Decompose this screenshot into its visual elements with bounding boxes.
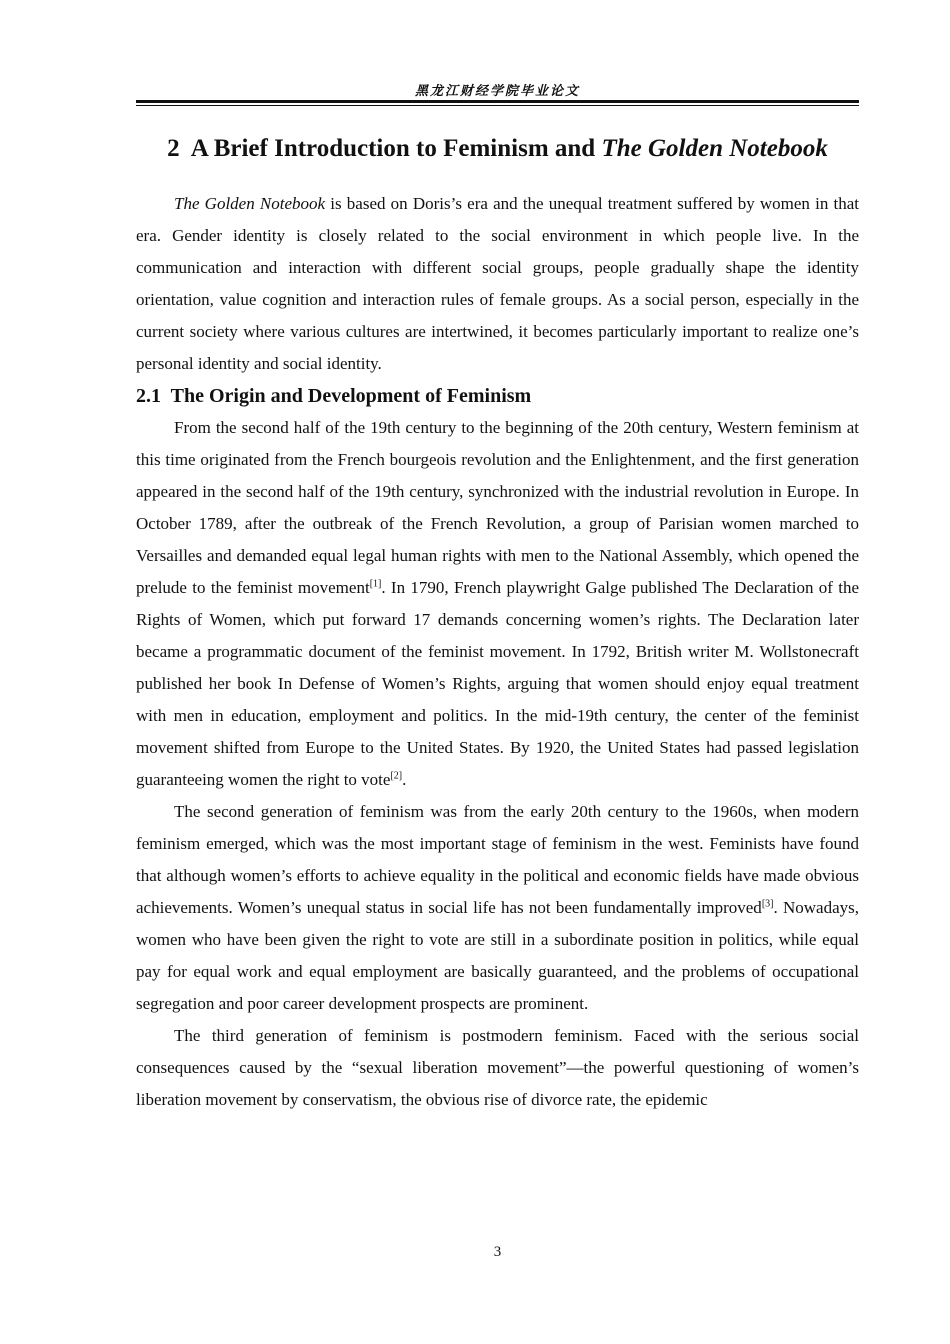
p2-text-b: . Nowadays, women who have been given the right to vote are still in a subordinate position in politics, while equal pay for equal work and equal employment are basically guaranteed, and the problems of occupational segregation and poor career development prospects are prominent. [136,898,859,1013]
citation-1: [1] [369,578,382,590]
section-title-text: The Origin and Development of Feminism [170,385,532,407]
page-number: 3 [493,1244,502,1260]
p2-text-a: The second generation of feminism was from the early 20th century to the 1960s, when modern feminism emerged, which was the most important stage of feminism in the west. Feminists have found that although women’s efforts to achieve equality in the political and economic fields have made obvious achievements. Women’s unequal status in social life has not been fundamentally improved [136,802,859,917]
intro-paragraph [136,188,859,380]
intro-book-title: The Golden Notebook [174,194,326,213]
p1-text-c: . [402,770,407,789]
running-header: 黑龙江财经学院毕业论文 [414,84,580,99]
paragraph-third-generation [136,1020,859,1116]
paragraph-first-generation [136,412,859,796]
header-rule-thin [136,105,859,106]
intro-text: is based on Doris’s era and the unequal treatment suffered by women in that era. Gender identity is closely related to the social environment in which people live. In the communication and interaction with different social groups, people gradually shape the identity orientation, value cognition and interaction rules of female groups. As a social person, especially in the current society where various cultures are intertwined, it becomes particularly important to realize one’s personal identity and social identity. [136,194,860,373]
section-number: 2.1 [136,385,161,407]
section-title [136,380,859,412]
p1-text-b: . In 1790, French playwright Galge published The Declaration of the Rights of Women, which put forward 17 demands concerning women’s rights. The Declaration later became a programmatic document of the feminist movement. In 1792, British writer M. Wollstonecraft published her book In Defense of Women’s Rights, arguing that women should enjoy equal treatment with men in education, employment and politics. In the mid-19th century, the center of the feminist movement shifted from Europe to the United States. By 1920, the United States had passed legislation guaranteeing women the right to vote [136,578,859,789]
chapter-title-plain: A Brief Introduction to Feminism and [190,135,596,162]
chapter-number: 2 [167,135,180,162]
paragraph-second-generation [136,796,859,1020]
header-rule-thick [136,100,859,103]
citation-2: [2] [390,770,403,782]
chapter-title [136,132,859,166]
p1-text-a: From the second half of the 19th century to the beginning of the 20th century, Western feminism at this time originated from the French bourgeois revolution and the Enlightenment, and the first generation appeared in the second half of the 19th century, synchronized with the industrial revolution in Europe. In October 1789, after the outbreak of the French Revolution, a group of Parisian women marched to Versailles and demanded equal legal human rights with men to the National Assembly, which opened the prelude to the feminist movement [136,418,859,597]
citation-3: [3] [761,898,774,910]
page-content [136,132,859,1116]
chapter-title-italic: The Golden Notebook [601,135,828,162]
p3-text: The third generation of feminism is postmodern feminism. Faced with the serious social consequences caused by the “sexual liberation movement”—the powerful questioning of women’s liberation movement by conservatism, the obvious rise of divorce rate, the epidemic [136,1026,859,1109]
